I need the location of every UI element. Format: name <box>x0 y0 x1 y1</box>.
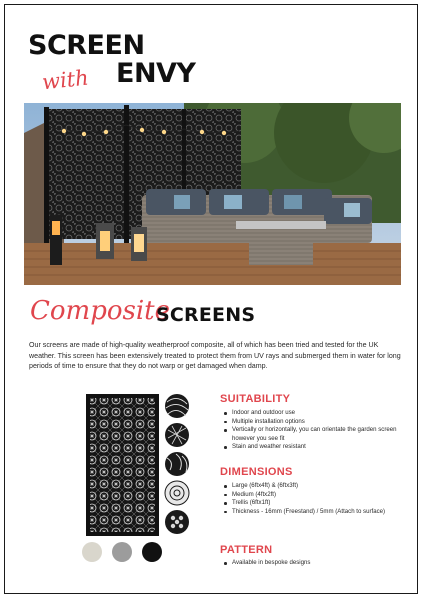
list-item: Indoor and outdoor use <box>232 409 407 418</box>
colour-swatches <box>82 542 168 564</box>
garden-screen-photo-icon <box>24 103 401 285</box>
logo-script-with: with <box>40 65 90 95</box>
pattern-samples <box>162 392 192 540</box>
swatch-black <box>142 542 162 562</box>
list-item: Large (6ftx4ft) & (6ftx3ft) <box>232 482 407 491</box>
pattern-list <box>220 559 407 568</box>
intro-paragraph: Our screens are made of high-quality weatherproof composite, all of which has been tried and tested for the UK weather. This screen has been extensively treated to protect them from UV rays and submerged them in water for long periods of time to ensure that they do not warp or get damaged when damp. <box>29 341 401 371</box>
brand-logo <box>28 30 228 96</box>
list-item: Trellis (6ftx1ft) <box>232 499 407 508</box>
pattern-sample-3-icon <box>165 452 189 476</box>
suitability-list <box>220 409 407 452</box>
list-item: Thickness - 16mm (Freestand) / 5mm (Attach to surface) <box>232 508 407 517</box>
pattern-title: PATTERN <box>220 544 273 556</box>
list-item: Stain and weather resistant <box>232 443 407 452</box>
pattern-sample-4-icon <box>165 481 189 505</box>
dimensions-title: DIMENSIONS <box>220 466 293 478</box>
swatch-grey <box>112 542 132 562</box>
pattern-sample-2-icon <box>165 423 189 447</box>
swatch-stone <box>82 542 102 562</box>
dimensions-list <box>220 482 407 516</box>
heading-script-composite: Composite <box>30 296 170 326</box>
list-item: Available in bespoke designs <box>232 559 407 568</box>
list-item: Multiple installation options <box>232 418 407 427</box>
lattice-panel-icon <box>86 394 159 536</box>
pattern-sample-5-icon <box>165 510 189 534</box>
list-item: Medium (4ftx2ft) <box>232 491 407 500</box>
logo-line-envy: ENVY <box>116 58 196 89</box>
logo-line-screen: SCREEN <box>28 30 145 61</box>
list-item: Vertically or horizontally, you can orientate the garden screen however you see fit <box>232 426 407 443</box>
suitability-title: SUITABILITY <box>220 393 291 405</box>
screen-panel-image <box>86 394 159 536</box>
pattern-sample-1-icon <box>165 394 189 418</box>
hero-photo <box>24 103 401 285</box>
heading-screens: SCREENS <box>156 304 256 326</box>
